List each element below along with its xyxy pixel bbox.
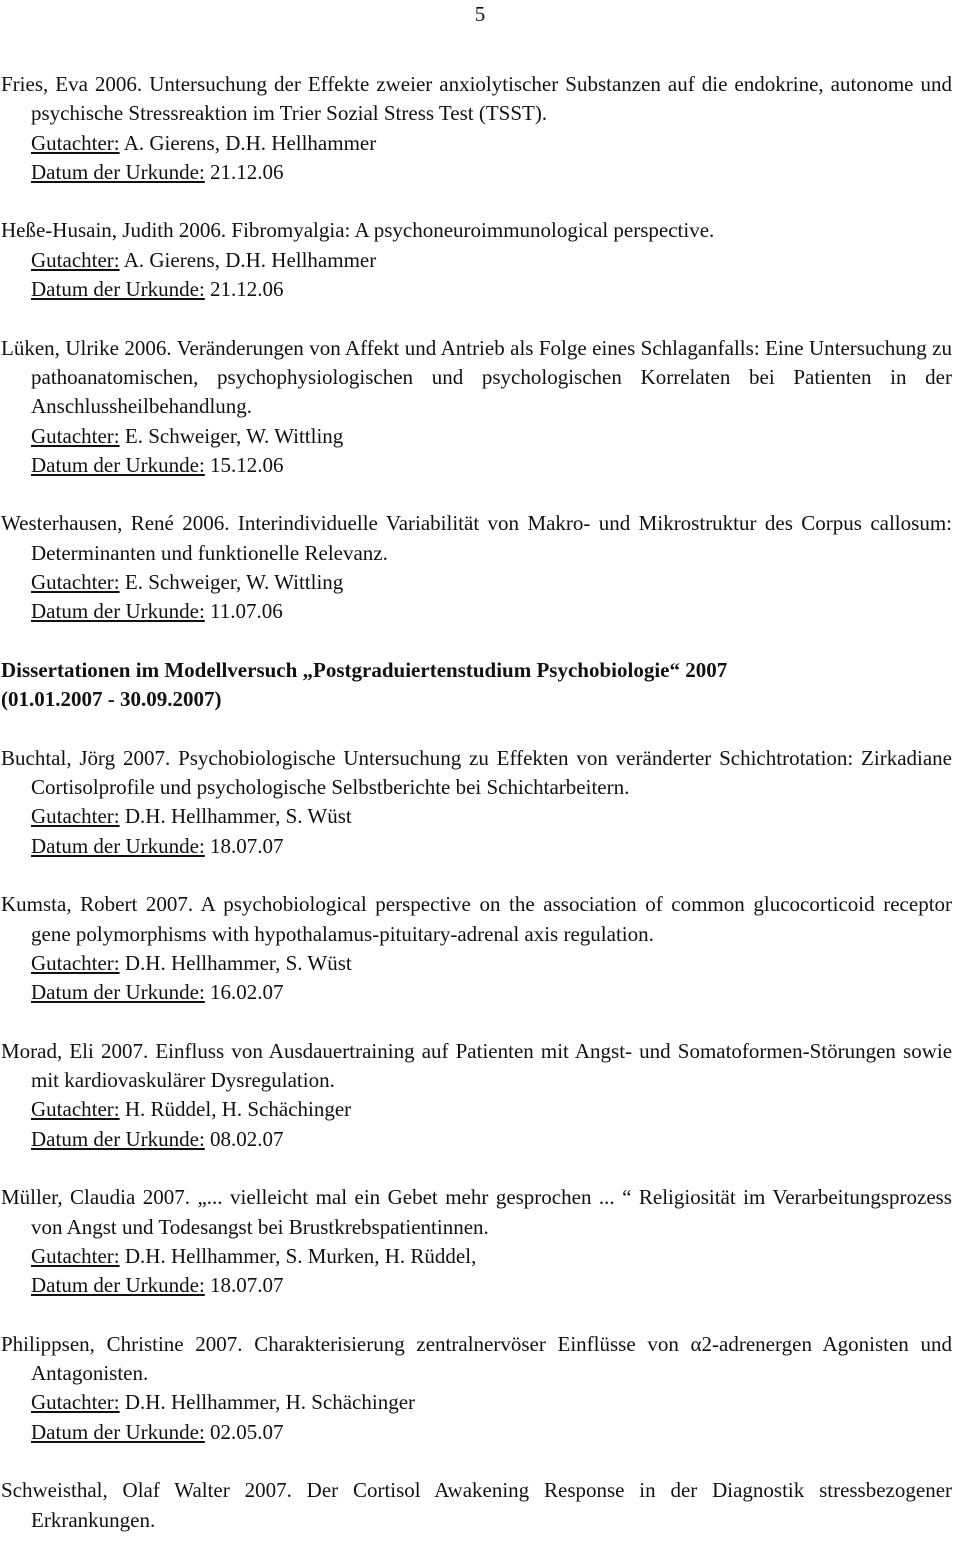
date-value: 11.07.06 [210, 599, 283, 624]
reviewers-label: Gutachter: [31, 570, 120, 595]
reviewers-value: D.H. Hellhammer, S. Wüst [124, 950, 352, 975]
entry-date [1, 1125, 952, 1154]
date-label: Datum der Urkunde: [31, 159, 205, 184]
dissertation-entry [1, 70, 952, 187]
entry-reviewers [1, 129, 952, 158]
entry-citation [1, 1476, 952, 1535]
entry-author: Philippsen, Christine 2007. [1, 1331, 243, 1356]
reviewers-label: Gutachter: [31, 1243, 120, 1268]
entry-author: Kumsta, Robert 2007. [1, 892, 194, 917]
entry-date [1, 978, 952, 1007]
dissertation-entry [1, 216, 952, 304]
entry-reviewers [1, 949, 952, 978]
reviewers-value: D.H. Hellhammer, S. Wüst [124, 804, 352, 829]
section-heading-line2: (01.01.2007 - 30.09.2007) [1, 687, 222, 712]
date-label: Datum der Urkunde: [31, 1419, 205, 1444]
reviewers-label: Gutachter: [31, 247, 120, 272]
entry-reviewers [1, 1095, 952, 1124]
date-label: Datum der Urkunde: [31, 1273, 205, 1298]
dissertation-entry [1, 1476, 952, 1535]
entry-reviewers [1, 802, 952, 831]
entry-citation [1, 216, 952, 245]
dissertation-entry [1, 890, 952, 1007]
date-label: Datum der Urkunde: [31, 599, 205, 624]
entry-title: Psychobiologische Untersuchung zu Effekten von veränderter Schichtrotation: Zirkadiane Cortisolprofile und psychologische Selbstberichte bei Schichtarbeitern. [31, 745, 953, 800]
reviewers-value: E. Schweiger, W. Wittling [124, 570, 344, 595]
entry-reviewers [1, 422, 952, 451]
reviewers-value: D.H. Hellhammer, S. Murken, H. Rüddel, [124, 1243, 477, 1268]
entry-author: Fries, Eva 2006. [1, 72, 143, 96]
entry-author: Müller, Claudia 2007. [1, 1185, 191, 1210]
entry-citation [1, 70, 952, 129]
date-value: 02.05.07 [210, 1419, 284, 1444]
dissertation-entry [1, 334, 952, 480]
date-value: 08.02.07 [210, 1126, 284, 1151]
reviewers-value: H. Rüddel, H. Schächinger [124, 1097, 352, 1122]
entry-date [1, 158, 952, 187]
dissertation-entry [1, 509, 952, 626]
entry-title: Fibromyalgia: A psychoneuroimmunological perspective. [231, 218, 715, 243]
entry-citation [1, 509, 952, 568]
date-label: Datum der Urkunde: [31, 833, 205, 858]
date-label: Datum der Urkunde: [31, 1126, 205, 1151]
section-heading-line1: Dissertationen im Modellversuch „Postgraduiertenstudium Psychobiologie“ 2007 [1, 657, 728, 682]
reviewers-label: Gutachter: [31, 1097, 120, 1122]
entry-title: Der Cortisol Awakening Response in der Diagnostik stressbezogener Erkrankungen. [31, 1478, 953, 1532]
date-value: 16.02.07 [210, 980, 284, 1005]
entry-title: A psychobiological perspective on the association of common glucocorticoid receptor gene polymorphisms with hypothalamus-pituitary-adrenal axis regulation. [31, 892, 953, 946]
entry-title: Charakterisierung zentralnervöser Einflüsse von α2-adrenergen Agonisten und Antagonisten. [31, 1331, 952, 1386]
entry-date [1, 451, 952, 480]
date-value: 21.12.06 [210, 159, 284, 184]
entry-title: Untersuchung der Effekte zweier anxiolytischer Substanzen auf die endokrine, autonome und psychische Stressreaktion im Trier Sozial Stress Test (TSST). [31, 72, 952, 126]
reviewers-label: Gutachter: [31, 423, 120, 448]
reviewers-label: Gutachter: [31, 1390, 120, 1415]
date-value: 18.07.07 [210, 833, 284, 858]
entry-citation [1, 744, 952, 803]
entry-author: Heße-Husain, Judith 2006. [1, 218, 227, 243]
entry-date [1, 832, 952, 861]
dissertation-entry [1, 1330, 952, 1447]
entry-date [1, 1418, 952, 1447]
dissertation-entry [1, 1037, 952, 1154]
reviewers-label: Gutachter: [31, 130, 120, 155]
entry-date [1, 597, 952, 626]
entry-citation [1, 334, 952, 422]
dissertation-entry [1, 744, 952, 861]
entry-date [1, 275, 952, 304]
section-heading [1, 656, 952, 715]
date-label: Datum der Urkunde: [31, 980, 205, 1005]
entry-title: Einfluss von Ausdauertraining auf Patienten mit Angst- und Somatoformen-Störungen sowie mit kardiovaskulärer Dysregulation. [31, 1038, 953, 1093]
page-number: 5 [474, 2, 486, 26]
entry-author: Westerhausen, René 2006. [1, 511, 230, 536]
entry-date [1, 1271, 952, 1300]
entry-citation [1, 1037, 952, 1096]
reviewers-label: Gutachter: [31, 950, 120, 975]
document-body [1, 70, 952, 1535]
entry-author: Schweisthal, Olaf Walter 2007. [1, 1478, 292, 1503]
entry-author: Buchtal, Jörg 2007. [1, 745, 171, 770]
date-value: 18.07.07 [210, 1273, 284, 1298]
entry-citation [1, 890, 952, 949]
date-label: Datum der Urkunde: [31, 452, 205, 477]
entry-author: Morad, Eli 2007. [1, 1038, 149, 1063]
entry-reviewers [1, 568, 952, 597]
date-value: 21.12.06 [210, 277, 284, 302]
entry-reviewers [1, 246, 952, 275]
reviewers-value: A. Gierens, D.H. Hellhammer [123, 247, 377, 272]
entry-citation [1, 1330, 952, 1389]
reviewers-label: Gutachter: [31, 804, 120, 829]
date-value: 15.12.06 [210, 452, 284, 477]
entry-title: Interindividuelle Variabilität von Makro- und Mikrostruktur des Corpus callosum: Determinanten und funktionelle Relevanz. [31, 511, 952, 565]
entry-citation [1, 1183, 952, 1242]
reviewers-value: A. Gierens, D.H. Hellhammer [123, 130, 377, 155]
reviewers-value: E. Schweiger, W. Wittling [124, 423, 344, 448]
date-label: Datum der Urkunde: [31, 277, 205, 302]
entry-title: Veränderungen von Affekt und Antrieb als Folge eines Schlaganfalls: Eine Untersuchung zu pathoanatomischen, psychophysiologischen und psychologischen Korrelaten bei Patienten in der Anschlussheilbehandlung. [31, 335, 953, 419]
dissertation-entry [1, 1183, 952, 1300]
entry-reviewers [1, 1388, 952, 1417]
entry-author: Lüken, Ulrike 2006. [1, 335, 172, 360]
entry-reviewers [1, 1242, 952, 1271]
reviewers-value: D.H. Hellhammer, H. Schächinger [124, 1390, 416, 1415]
entry-title: „... vielleicht mal ein Gebet mehr gesprochen ... “ Religiosität im Verarbeitungsprozess von Angst und Todesangst bei Brustkrebspatientinnen. [31, 1185, 952, 1239]
